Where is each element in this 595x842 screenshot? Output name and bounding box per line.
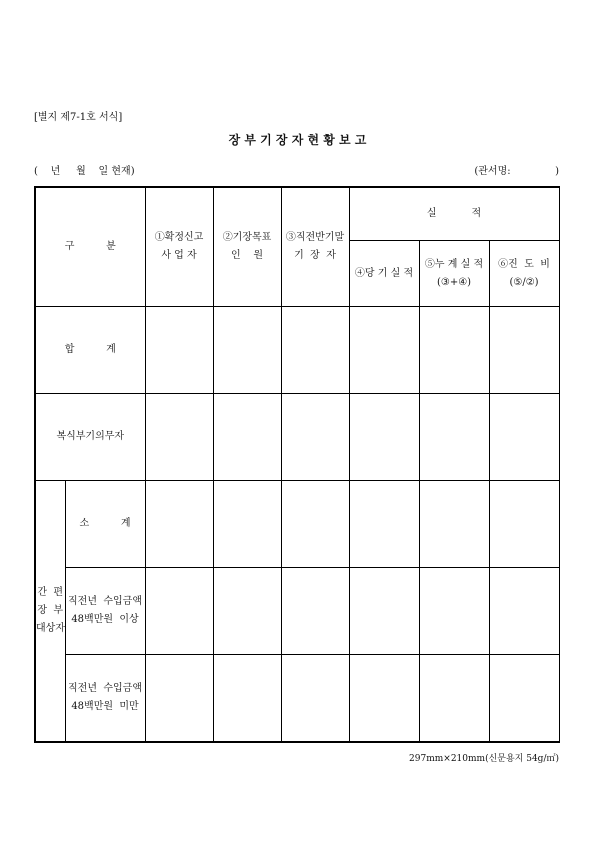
- status-report-table: [34, 186, 560, 743]
- row-group-simplified: 간 편 장 부 대상자: [35, 481, 65, 743]
- cell-above-1[interactable]: [145, 568, 213, 655]
- header-performance: 실 적: [349, 187, 559, 241]
- cell-total-5[interactable]: [419, 307, 489, 394]
- header-confirmed-filers: ①확정신고 사 업 자: [145, 187, 213, 307]
- header-cumulative-performance: ⑤누 계 실 적 (③+④): [419, 241, 489, 307]
- cell-obligor-1[interactable]: [145, 394, 213, 481]
- cell-obligor-5[interactable]: [419, 394, 489, 481]
- cell-below-5[interactable]: [419, 655, 489, 743]
- paper-spec-footer: 297mm×210mm(신문용지 54g/㎡): [409, 754, 559, 764]
- cell-subtotal-4[interactable]: [349, 481, 419, 568]
- office-name-line: (관서명: ): [474, 166, 559, 177]
- cell-above-4[interactable]: [349, 568, 419, 655]
- page-title: 장 부 기 장 자 현 황 보 고: [228, 133, 367, 147]
- cell-above-6[interactable]: [489, 568, 559, 655]
- cell-total-1[interactable]: [145, 307, 213, 394]
- cell-subtotal-5[interactable]: [419, 481, 489, 568]
- cell-subtotal-1[interactable]: [145, 481, 213, 568]
- cell-above-3[interactable]: [281, 568, 349, 655]
- cell-total-3[interactable]: [281, 307, 349, 394]
- cell-obligor-3[interactable]: [281, 394, 349, 481]
- cell-obligor-2[interactable]: [213, 394, 281, 481]
- row-label-below-threshold: 직전년 수입금액 48백만원 미만: [65, 655, 145, 743]
- form-reference: [별지 제7-1호 서식]: [34, 112, 123, 123]
- cell-total-2[interactable]: [213, 307, 281, 394]
- header-prior-half-bookkeepers: ③직전반기말 기 장 자: [281, 187, 349, 307]
- cell-total-4[interactable]: [349, 307, 419, 394]
- cell-above-2[interactable]: [213, 568, 281, 655]
- cell-total-6[interactable]: [489, 307, 559, 394]
- cell-subtotal-6[interactable]: [489, 481, 559, 568]
- header-category: 구 분: [35, 187, 145, 307]
- header-current-performance: ④당 기 실 적: [349, 241, 419, 307]
- cell-obligor-6[interactable]: [489, 394, 559, 481]
- header-target-count: ②기장목표 인 원: [213, 187, 281, 307]
- cell-subtotal-3[interactable]: [281, 481, 349, 568]
- row-label-total: 합 계: [35, 307, 145, 394]
- cell-below-6[interactable]: [489, 655, 559, 743]
- row-label-bookkeeping-obligor: 복식부기의무자: [35, 394, 145, 481]
- cell-below-2[interactable]: [213, 655, 281, 743]
- cell-below-3[interactable]: [281, 655, 349, 743]
- cell-below-1[interactable]: [145, 655, 213, 743]
- cell-subtotal-2[interactable]: [213, 481, 281, 568]
- row-label-subtotal: 소 계: [65, 481, 145, 568]
- cell-below-4[interactable]: [349, 655, 419, 743]
- date-line: ( 년 월 일 현재): [34, 166, 135, 177]
- row-label-above-threshold: 직전년 수입금액 48백만원 이상: [65, 568, 145, 655]
- header-progress-ratio: ⑥진 도 비 (⑤/②): [489, 241, 559, 307]
- cell-above-5[interactable]: [419, 568, 489, 655]
- cell-obligor-4[interactable]: [349, 394, 419, 481]
